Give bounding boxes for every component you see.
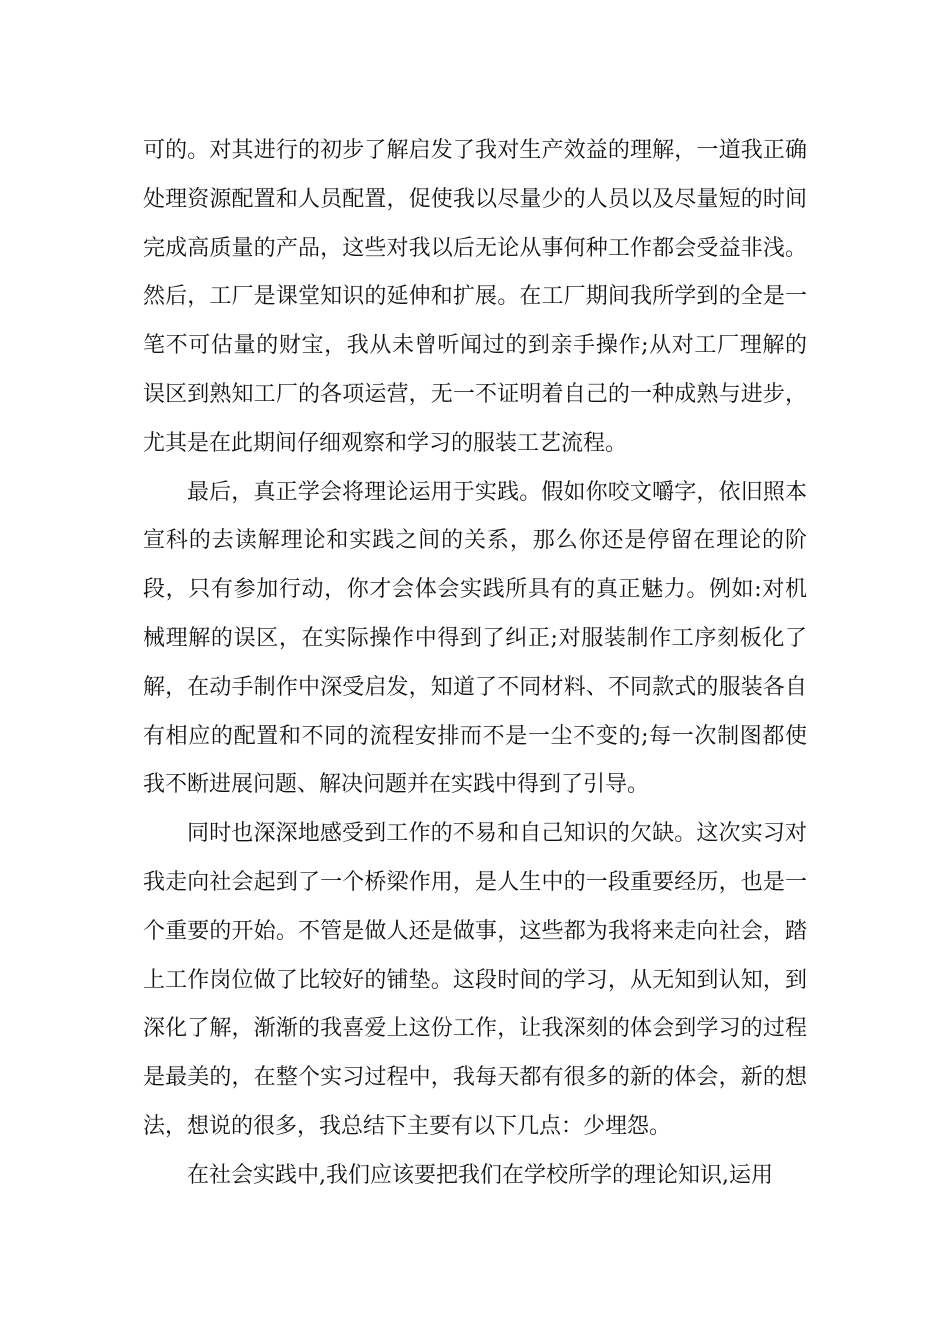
body-paragraph-2: 最后，真正学会将理论运用于实践。假如你咬文嚼字，依旧照本宣科的去读解理论和实践之间的关系，那么你还是停留在理论的阶段，只有参加行动，你才会体会实践所具有的真正魅力。例如:对机械理解的误区，在实际操作中得到了纠正;对服装制作工序刻板化了解，在动手制作中深受启发，知道了不同材料、不同款式的服装各自有相应的配置和不同的流程安排而不是一尘不变的;每一次制图都使我不断进展问题、解决问题并在实践中得到了引导。 <box>143 479 807 798</box>
body-paragraph-3: 同时也深深地感受到工作的不易和自己知识的欠缺。这次实习对我走向社会起到了一个桥梁作用，是人生中的一段重要经历，也是一个重要的开始。不管是做人还是做事，这些都为我将来走向社会，踏上工作岗位做了比较好的铺垫。这段时间的学习，从无知到认知，到深化了解，渐渐的我喜爱上这份工作，让我深刻的体会到学习的过程是最美的，在整个实习过程中，我每天都有很多的新的体会，新的想法，想说的很多，我总结下主要有以下几点：少埋怨。 <box>143 821 807 1139</box>
document-body <box>143 127 807 1201</box>
body-paragraph-4: 在社会实践中,我们应该要把我们在学校所学的理论知识,运用 <box>187 1162 773 1188</box>
body-paragraph-1: 可的。对其进行的初步了解启发了我对生产效益的理解，一道我正确处理资源配置和人员配置，促使我以尽量少的人员以及尽量短的时间完成高质量的产品，这些对我以后无论从事何种工作都会受益非浅。然后，工厂是课堂知识的延伸和扩展。在工厂期间我所学到的全是一笔不可估量的财宝，我从未曾听闻过的到亲手操作;从对工厂理解的误区到熟知工厂的各项运营，无一不证明着自己的一种成熟与进步，尤其是在此期间仔细观察和学习的服装工艺流程。 <box>143 138 807 456</box>
